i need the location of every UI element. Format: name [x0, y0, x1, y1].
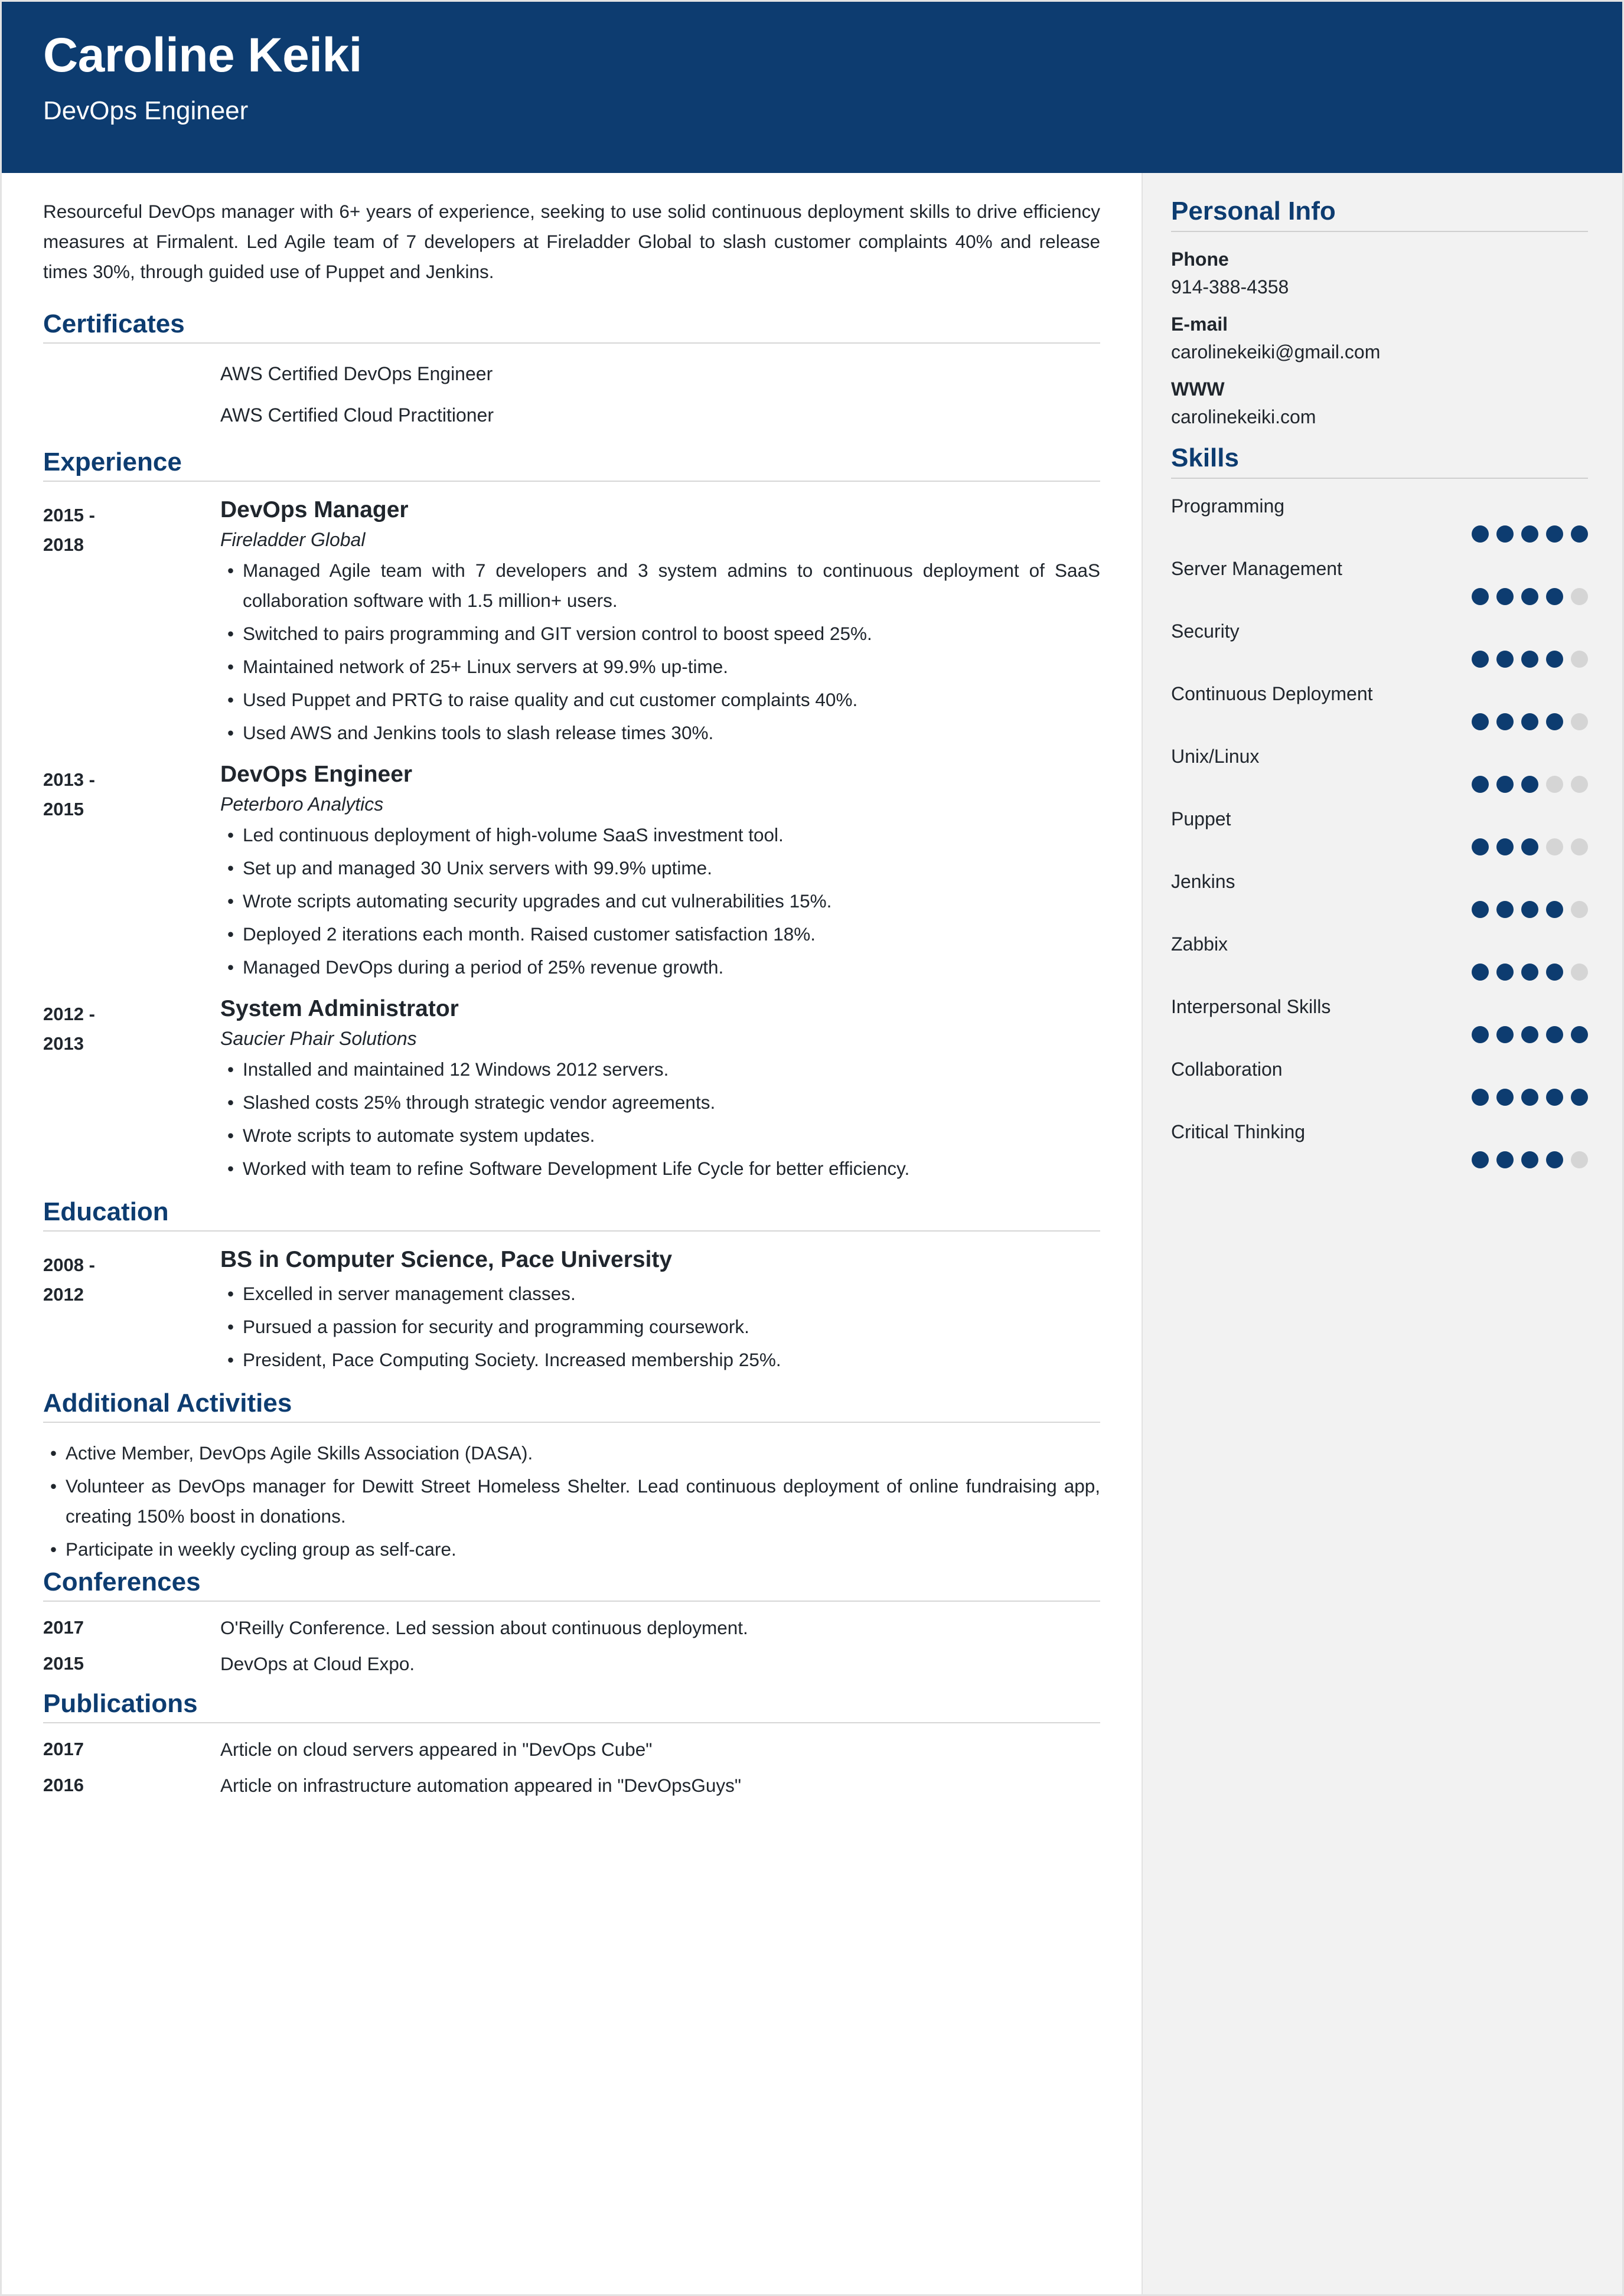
rating-dot-filled: [1472, 838, 1489, 855]
personal-info-value-www: carolinekeiki.com: [1171, 406, 1316, 427]
rating-dot-filled: [1521, 588, 1538, 605]
publication-year: 2017: [43, 1739, 84, 1760]
skill-name: Collaboration: [1171, 1059, 1283, 1080]
candidate-job-title: DevOps Engineer: [43, 96, 249, 126]
rating-dot-filled: [1546, 901, 1563, 918]
section-divider: [43, 481, 1100, 482]
certificate-item: AWS Certified DevOps Engineer: [220, 363, 493, 385]
company-name: Fireladder Global: [220, 528, 366, 550]
section-divider: [43, 1601, 1100, 1602]
skill-rating: [1171, 1089, 1588, 1106]
list-item: • Deployed 2 iterations each month. Raised customer satisfaction 18%.: [220, 919, 1100, 949]
list-item: • Participate in weekly cycling group as self-care.: [43, 1534, 1100, 1565]
list-item: • President, Pace Computing Society. Increased membership 25%.: [220, 1345, 1100, 1375]
list-item: • Managed Agile team with 7 developers and 3 system admins to continuous deployment of SaaS collaboration software with 1.5 million+ users.: [220, 556, 1100, 616]
list-item: • Managed DevOps during a period of 25% revenue growth.: [220, 952, 1100, 982]
rating-dot-filled: [1472, 588, 1489, 605]
experience-entry: [43, 762, 1100, 985]
rating-dot-empty: [1571, 964, 1588, 981]
list-item: • Used Puppet and PRTG to raise quality and cut customer complaints 40%.: [220, 685, 1100, 715]
list-item: • Excelled in server management classes.: [220, 1279, 1100, 1309]
skill-rating: [1171, 713, 1588, 730]
rating-dot-filled: [1472, 713, 1489, 730]
skill-rating: [1171, 1026, 1588, 1043]
skill-name: Zabbix: [1171, 933, 1228, 955]
rating-dot-filled: [1472, 776, 1489, 793]
sidebar: [1142, 173, 1622, 2296]
skill-name: Unix/Linux: [1171, 746, 1260, 767]
rating-dot-filled: [1546, 651, 1563, 668]
responsibility-list: [220, 556, 1100, 748]
section-divider: [43, 1722, 1100, 1723]
rating-dot-empty: [1571, 651, 1588, 668]
skill-item: [1171, 683, 1588, 730]
experience-body: [220, 497, 1100, 751]
date-start: 2013 -: [43, 769, 95, 790]
date-end: 2012: [43, 1284, 84, 1305]
personal-info-value-email: carolinekeiki@gmail.com: [1171, 341, 1381, 362]
rating-dot-filled: [1472, 651, 1489, 668]
education-body: [220, 1247, 1100, 1378]
rating-dot-filled: [1546, 588, 1563, 605]
experience-body: [220, 762, 1100, 985]
section-divider: [43, 342, 1100, 344]
conference-year: 2017: [43, 1617, 84, 1638]
skill-rating: [1171, 651, 1588, 668]
rating-dot-filled: [1546, 525, 1563, 543]
rating-dot-filled: [1496, 776, 1514, 793]
resume-header: [2, 2, 1622, 173]
skill-item: [1171, 808, 1588, 855]
section-divider: [43, 1230, 1100, 1232]
rating-dot-filled: [1521, 1089, 1538, 1106]
job-role: System Administrator: [220, 995, 459, 1021]
personal-info-label-email: E-mail: [1171, 313, 1228, 335]
rating-dot-empty: [1546, 776, 1563, 793]
publication-text: Article on cloud servers appeared in "DevOps Cube": [220, 1739, 653, 1761]
skill-name: Puppet: [1171, 808, 1231, 829]
rating-dot-filled: [1521, 776, 1538, 793]
experience-dates: [43, 497, 220, 751]
experience-entry: [43, 996, 1100, 1187]
rating-dot-empty: [1571, 901, 1588, 918]
list-item: • Pursued a passion for security and programming coursework.: [220, 1312, 1100, 1342]
experience-dates: [43, 762, 220, 985]
publication-text: Article on infrastructure automation appeared in "DevOpsGuys": [220, 1775, 742, 1797]
rating-dot-filled: [1496, 964, 1514, 981]
skill-item: [1171, 871, 1588, 918]
publication-row: [43, 1739, 1100, 1761]
rating-dot-filled: [1546, 1089, 1563, 1106]
skill-item: [1171, 1059, 1588, 1106]
section-title-certificates: Certificates: [43, 309, 185, 339]
rating-dot-filled: [1521, 964, 1538, 981]
responsibility-list: [220, 1054, 1100, 1184]
rating-dot-filled: [1546, 964, 1563, 981]
sidebar-divider: [1171, 478, 1588, 479]
list-item: • Active Member, DevOps Agile Skills Association (DASA).: [43, 1438, 1100, 1468]
rating-dot-empty: [1546, 838, 1563, 855]
skill-rating: [1171, 964, 1588, 981]
rating-dot-empty: [1571, 713, 1588, 730]
list-item: • Set up and managed 30 Unix servers with 99.9% uptime.: [220, 853, 1100, 883]
conference-row: [43, 1617, 1100, 1639]
candidate-name: Caroline Keiki: [43, 28, 362, 82]
rating-dot-filled: [1521, 525, 1538, 543]
job-role: DevOps Manager: [220, 497, 409, 522]
rating-dot-empty: [1571, 776, 1588, 793]
skill-name: Critical Thinking: [1171, 1121, 1306, 1142]
skills-list: [1171, 495, 1588, 1168]
skill-rating: [1171, 588, 1588, 605]
date-start: 2012 -: [43, 1003, 95, 1024]
rating-dot-filled: [1472, 1151, 1489, 1168]
rating-dot-filled: [1472, 964, 1489, 981]
rating-dot-filled: [1546, 1026, 1563, 1043]
date-end: 2018: [43, 534, 84, 555]
rating-dot-filled: [1521, 838, 1538, 855]
sidebar-title-personal-info: Personal Info: [1171, 197, 1336, 226]
list-item: • Used AWS and Jenkins tools to slash release times 30%.: [220, 718, 1100, 748]
list-item: • Installed and maintained 12 Windows 2012 servers.: [220, 1054, 1100, 1085]
list-item: • Led continuous deployment of high-volume SaaS investment tool.: [220, 820, 1100, 850]
skill-name: Server Management: [1171, 558, 1342, 579]
section-divider: [43, 1422, 1100, 1423]
date-start: 2008 -: [43, 1254, 95, 1275]
rating-dot-filled: [1521, 901, 1538, 918]
rating-dot-filled: [1521, 713, 1538, 730]
publication-year: 2016: [43, 1775, 84, 1796]
list-item: • Worked with team to refine Software Development Life Cycle for better efficiency.: [220, 1154, 1100, 1184]
rating-dot-filled: [1496, 588, 1514, 605]
sidebar-title-skills: Skills: [1171, 443, 1239, 472]
skill-item: [1171, 996, 1588, 1043]
resume-body: [2, 173, 1622, 2296]
rating-dot-filled: [1496, 713, 1514, 730]
section-title-conferences: Conferences: [43, 1567, 201, 1597]
company-name: Saucier Phair Solutions: [220, 1027, 417, 1049]
rating-dot-filled: [1472, 525, 1489, 543]
skill-name: Security: [1171, 620, 1240, 642]
degree-title: BS in Computer Science, Pace University: [220, 1246, 673, 1272]
list-item: • Wrote scripts automating security upgrades and cut vulnerabilities 15%.: [220, 886, 1100, 916]
rating-dot-filled: [1546, 713, 1563, 730]
skill-name: Continuous Deployment: [1171, 683, 1373, 704]
conference-year: 2015: [43, 1653, 84, 1674]
list-item: • Switched to pairs programming and GIT version control to boost speed 25%.: [220, 619, 1100, 649]
section-title-additional-activities: Additional Activities: [43, 1388, 292, 1418]
list-item: • Wrote scripts to automate system updates.: [220, 1121, 1100, 1151]
skill-rating: [1171, 1151, 1588, 1168]
publication-row: [43, 1775, 1100, 1797]
rating-dot-filled: [1571, 1089, 1588, 1106]
rating-dot-filled: [1521, 1026, 1538, 1043]
skill-rating: [1171, 901, 1588, 918]
rating-dot-filled: [1472, 1089, 1489, 1106]
list-item: • Slashed costs 25% through strategic vendor agreements.: [220, 1087, 1100, 1118]
experience-dates: [43, 996, 220, 1187]
rating-dot-filled: [1521, 1151, 1538, 1168]
rating-dot-empty: [1571, 838, 1588, 855]
rating-dot-filled: [1546, 1151, 1563, 1168]
rating-dot-filled: [1571, 525, 1588, 543]
conference-row: [43, 1653, 1100, 1675]
rating-dot-filled: [1496, 1089, 1514, 1106]
skill-item: [1171, 558, 1588, 605]
skill-name: Jenkins: [1171, 871, 1235, 892]
education-dates: [43, 1247, 220, 1378]
certificates-list: [220, 359, 1100, 431]
rating-dot-filled: [1496, 525, 1514, 543]
skill-rating: [1171, 838, 1588, 855]
certificate-item: AWS Certified Cloud Practitioner: [220, 404, 494, 426]
skill-item: [1171, 933, 1588, 981]
additional-activities-list: [43, 1438, 1100, 1565]
section-title-publications: Publications: [43, 1689, 198, 1719]
rating-dot-filled: [1496, 901, 1514, 918]
personal-info-value-phone: 914-388-4358: [1171, 276, 1289, 298]
list-item: • Maintained network of 25+ Linux servers at 99.9% up-time.: [220, 652, 1100, 682]
section-title-experience: Experience: [43, 447, 182, 476]
skill-item: [1171, 495, 1588, 543]
personal-info-label-phone: Phone: [1171, 249, 1229, 270]
experience-body: [220, 996, 1100, 1187]
rating-dot-filled: [1571, 1026, 1588, 1043]
skill-item: [1171, 620, 1588, 668]
professional-summary: Resourceful DevOps manager with 6+ years of experience, seeking to use solid continuous deployment skills to drive efficiency measures at Firmalent. Led Agile team of 7 developers at Fireladder Global to slash customer complaints 40% and release times 30%, through guided use of Puppet and Jenkins.: [43, 201, 1100, 283]
experience-entry: [43, 497, 1100, 751]
rating-dot-filled: [1472, 901, 1489, 918]
rating-dot-empty: [1571, 1151, 1588, 1168]
personal-info-label-www: WWW: [1171, 378, 1225, 400]
skill-rating: [1171, 525, 1588, 543]
rating-dot-filled: [1472, 1026, 1489, 1043]
education-detail-list: [220, 1279, 1100, 1375]
section-title-education: Education: [43, 1197, 169, 1226]
rating-dot-filled: [1496, 651, 1514, 668]
date-end: 2013: [43, 1033, 84, 1054]
skill-item: [1171, 1121, 1588, 1168]
skill-rating: [1171, 776, 1588, 793]
rating-dot-filled: [1496, 1026, 1514, 1043]
skill-name: Interpersonal Skills: [1171, 996, 1331, 1017]
rating-dot-filled: [1496, 838, 1514, 855]
rating-dot-filled: [1521, 651, 1538, 668]
date-start: 2015 -: [43, 504, 95, 525]
skill-name: Programming: [1171, 495, 1285, 517]
rating-dot-filled: [1496, 1151, 1514, 1168]
main-column: [2, 173, 1142, 2296]
job-role: DevOps Engineer: [220, 761, 413, 787]
education-entry: [43, 1247, 1100, 1378]
rating-dot-empty: [1571, 588, 1588, 605]
conference-text: DevOps at Cloud Expo.: [220, 1653, 415, 1675]
responsibility-list: [220, 820, 1100, 982]
list-item: • Volunteer as DevOps manager for Dewitt Street Homeless Shelter. Lead continuous deployment of online fundraising app, creating 150% boost in donations.: [43, 1471, 1100, 1531]
date-end: 2015: [43, 799, 84, 820]
conference-text: O'Reilly Conference. Led session about continuous deployment.: [220, 1617, 748, 1639]
skill-item: [1171, 746, 1588, 793]
sidebar-divider: [1171, 231, 1588, 232]
company-name: Peterboro Analytics: [220, 793, 384, 815]
